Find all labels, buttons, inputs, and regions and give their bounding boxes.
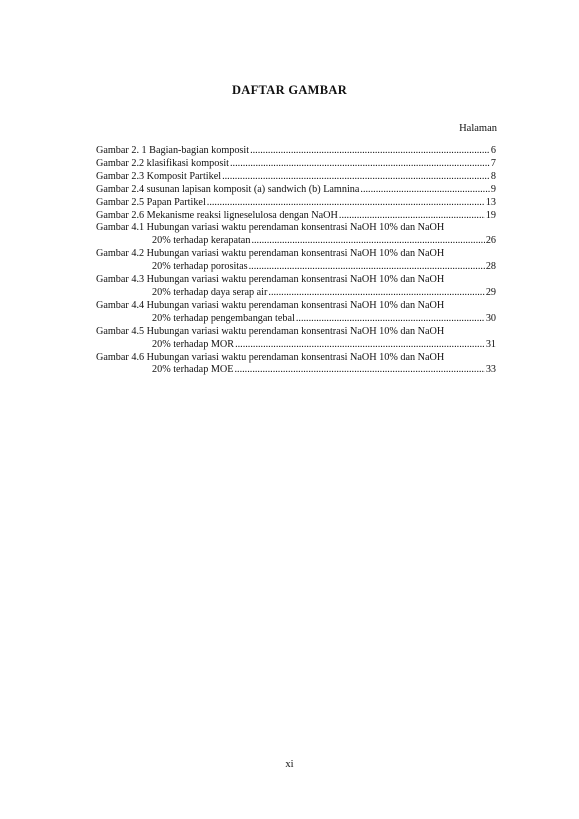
entry-page: 33 (485, 364, 496, 376)
list-item (96, 248, 496, 274)
entry-title: Gambar 4.2 Hubungan variasi waktu perendaman konsentrasi NaOH 10% dan NaOH (96, 248, 445, 260)
page-column-label: Halaman (459, 123, 497, 134)
entry-title-continued: 20% terhadap MOE (152, 364, 234, 376)
entry-title: Gambar 4.5 Hubungan variasi waktu perendaman konsentrasi NaOH 10% dan NaOH (96, 325, 445, 337)
entry-page: 13 (485, 196, 496, 208)
leader-dots (339, 210, 485, 223)
entry-title: Gambar 2. 1 Bagian-bagian komposit (96, 145, 250, 156)
entry-title: Gambar 2.2 klasifikasi komposit (96, 157, 229, 169)
entry-title: Gambar 2.6 Mekanisme reaksi ligneselulosa dengan NaOH (96, 209, 338, 221)
leader-dots (250, 145, 490, 158)
list-item (96, 184, 496, 197)
entry-title: Gambar 2.5 Papan Partikel (96, 196, 206, 208)
entry-title-continued: 20% terhadap pengembangan tebal (152, 312, 295, 324)
page-number: xi (285, 759, 294, 770)
entry-title: Gambar 2.4 susunan lapisan komposit (a) sandwich (b) Lamnina (96, 183, 360, 195)
entry-title: Gambar 4.6 Hubungan variasi waktu perendaman konsentrasi NaOH 10% dan NaOH (96, 351, 445, 363)
entry-page: 26 (485, 235, 496, 247)
list-item (96, 158, 496, 171)
leader-dots (360, 184, 490, 197)
leader-dots (249, 261, 485, 274)
entry-page: 9 (490, 183, 496, 195)
entry-title-continued: 20% terhadap MOR (152, 338, 235, 350)
figure-list (96, 145, 496, 377)
entry-page: 7 (490, 157, 496, 169)
entry-page: 30 (485, 312, 496, 324)
list-item (96, 210, 496, 223)
leader-dots (207, 197, 485, 210)
entry-title: Gambar 4.4 Hubungan variasi waktu perendaman konsentrasi NaOH 10% dan NaOH (96, 299, 445, 311)
list-item (96, 352, 496, 378)
list-item (96, 145, 496, 158)
entry-page: 8 (490, 170, 496, 182)
leader-dots (268, 287, 484, 300)
entry-title: Gambar 4.3 Hubungan variasi waktu perendaman konsentrasi NaOH 10% dan NaOH (96, 274, 445, 286)
leader-dots (222, 171, 490, 184)
leader-dots (235, 339, 485, 352)
entry-page: 31 (485, 338, 496, 350)
entry-title-continued: 20% terhadap porositas (152, 261, 248, 273)
leader-dots (230, 158, 490, 171)
leader-dots (251, 235, 484, 248)
leader-dots (234, 364, 484, 377)
list-item (96, 326, 496, 352)
list-item (96, 171, 496, 184)
entry-title-continued: 20% terhadap kerapatan (152, 235, 251, 247)
entry-title: Gambar 4.1 Hubungan variasi waktu perendaman konsentrasi NaOH 10% dan NaOH (96, 222, 445, 234)
list-item (96, 197, 496, 210)
entry-title: Gambar 2.3 Komposit Partikel (96, 170, 222, 182)
entry-page: 28 (485, 261, 496, 273)
list-item (96, 222, 496, 248)
list-item (96, 274, 496, 300)
entry-page: 29 (485, 286, 496, 298)
leader-dots (296, 313, 485, 326)
entry-page: 6 (490, 145, 496, 156)
list-item (96, 300, 496, 326)
entry-title-continued: 20% terhadap daya serap air (152, 286, 268, 298)
entry-page: 19 (485, 209, 496, 221)
page-title: DAFTAR GAMBAR (231, 83, 348, 97)
